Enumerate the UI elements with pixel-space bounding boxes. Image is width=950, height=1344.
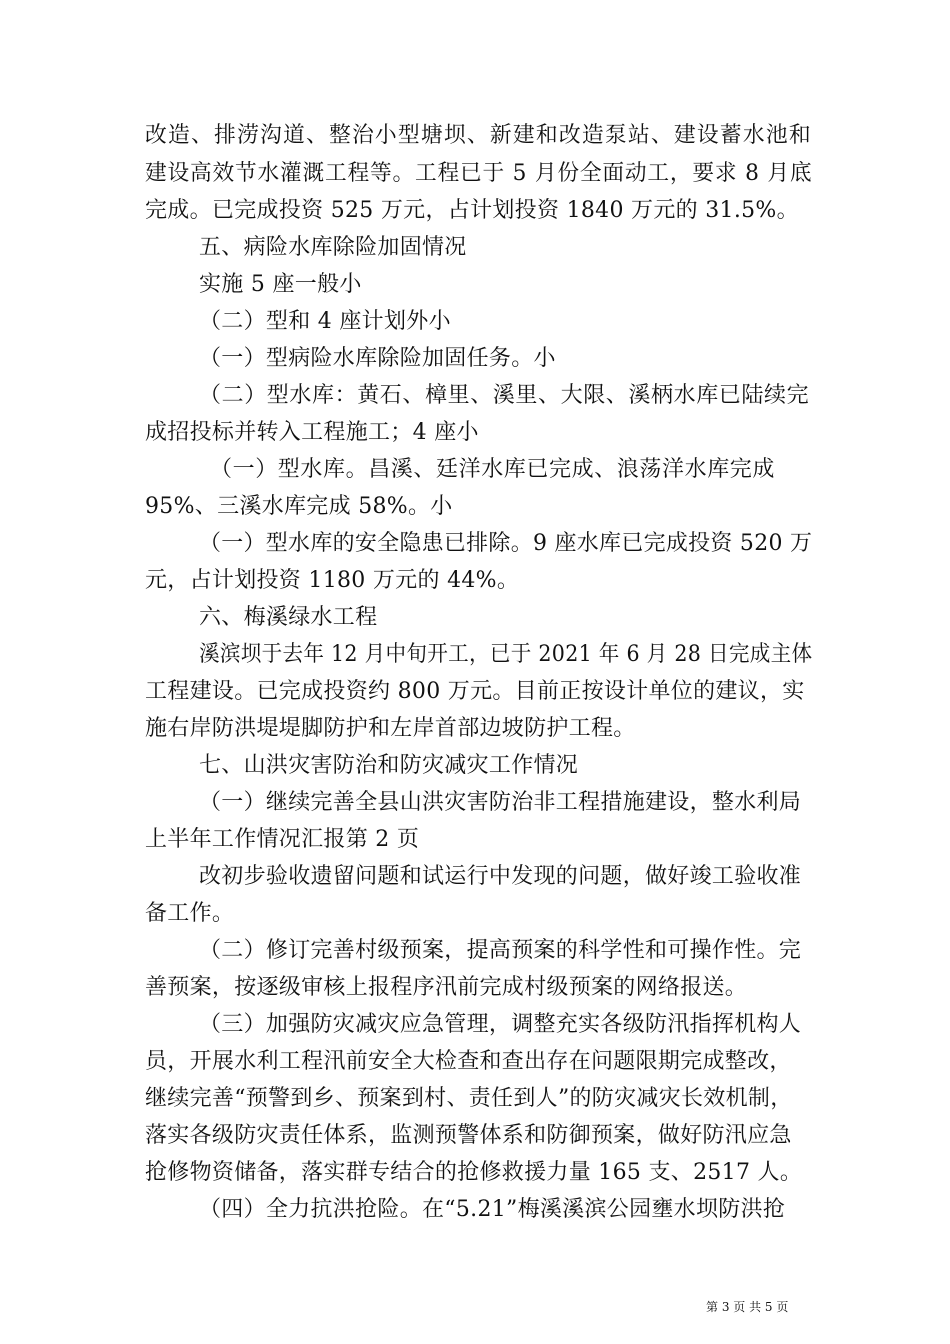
section-heading-5: 五、病险水库除险加固情况	[199, 235, 467, 260]
body-line-13: 元，占计划投资 1180 万元的 44%。	[145, 568, 520, 593]
body-line-24: 善预案，按逐级审核上报程序汛前完成村级预案的网络报送。	[145, 975, 748, 1000]
body-line-2: 建设高效节水灌溉工程等。工程已于 5 月份全面动工，要求 8 月底	[145, 161, 813, 186]
body-line-27: 继续完善“预警到乡、预案到村、责任到人”的防灾减灾长效机制，	[145, 1086, 793, 1111]
body-line-3: 完成。已完成投资 525 万元，占计划投资 1840 万元的 31.5%。	[145, 198, 799, 223]
body-line-11: 95%、三溪水库完成 58%。小	[145, 494, 453, 519]
body-line-28: 落实各级防灾责任体系，监测预警体系和防御预案，做好防汛应急	[145, 1123, 792, 1148]
body-line-9: 成招投标并转入工程施工；4 座小	[145, 420, 479, 445]
body-line-7: （一）型病险水库除险加固任务。小	[199, 346, 556, 371]
body-line-29: 抢修物资储备，落实群专结合的抢修救援力量 165 支、2517 人。	[145, 1160, 803, 1185]
section-heading-7: 七、山洪灾害防治和防灾减灾工作情况	[199, 753, 579, 778]
body-line-5: 实施 5 座一般小	[199, 272, 362, 297]
body-line-23: （二）修订完善村级预案，提高预案的科学性和可操作性。完	[199, 938, 802, 963]
body-line-21: 改初步验收遗留问题和试运行中发现的问题，做好竣工验收准	[199, 864, 802, 889]
body-line-15: 溪滨坝于去年 12 月中旬开工，已于 2021 年 6 月 28 日完成主体	[199, 642, 813, 667]
body-line-20: 上半年工作情况汇报第 2 页	[145, 827, 420, 852]
body-line-8: （二）型水库：黄石、樟里、溪里、大限、溪柄水库已陆续完	[199, 383, 810, 408]
section-heading-6: 六、梅溪绿水工程	[199, 605, 378, 630]
body-line-17: 施右岸防洪堤堤脚防护和左岸首部边坡防护工程。	[145, 716, 636, 741]
body-line-30: （四）全力抗洪抢险。在“5.21”梅溪溪滨公园壅水坝防洪抢	[199, 1197, 786, 1222]
page-number-footer: 第 3 页 共 5 页	[706, 1300, 789, 1314]
body-line-16: 工程建设。已完成投资约 800 万元。目前正按设计单位的建议，实	[145, 679, 805, 704]
body-line-22: 备工作。	[145, 901, 235, 926]
body-line-25: （三）加强防灾减灾应急管理，调整充实各级防汛指挥机构人	[199, 1012, 802, 1037]
body-line-10: （一）型水库。昌溪、廷洋水库已完成、浪荡洋水库完成	[210, 457, 776, 482]
body-line-26: 员，开展水利工程汛前安全大检查和查出存在问题限期完成整改，	[145, 1049, 792, 1074]
body-line-6: （二）型和 4 座计划外小	[199, 309, 451, 334]
body-line-1: 改造、排涝沟道、整治小型塘坝、新建和改造泵站、建设蓄水池和	[145, 123, 812, 148]
body-line-12: （一）型水库的安全隐患已排除。9 座水库已完成投资 520 万	[199, 531, 813, 556]
body-line-19: （一）继续完善全县山洪灾害防治非工程措施建设，整水利局	[199, 790, 802, 815]
